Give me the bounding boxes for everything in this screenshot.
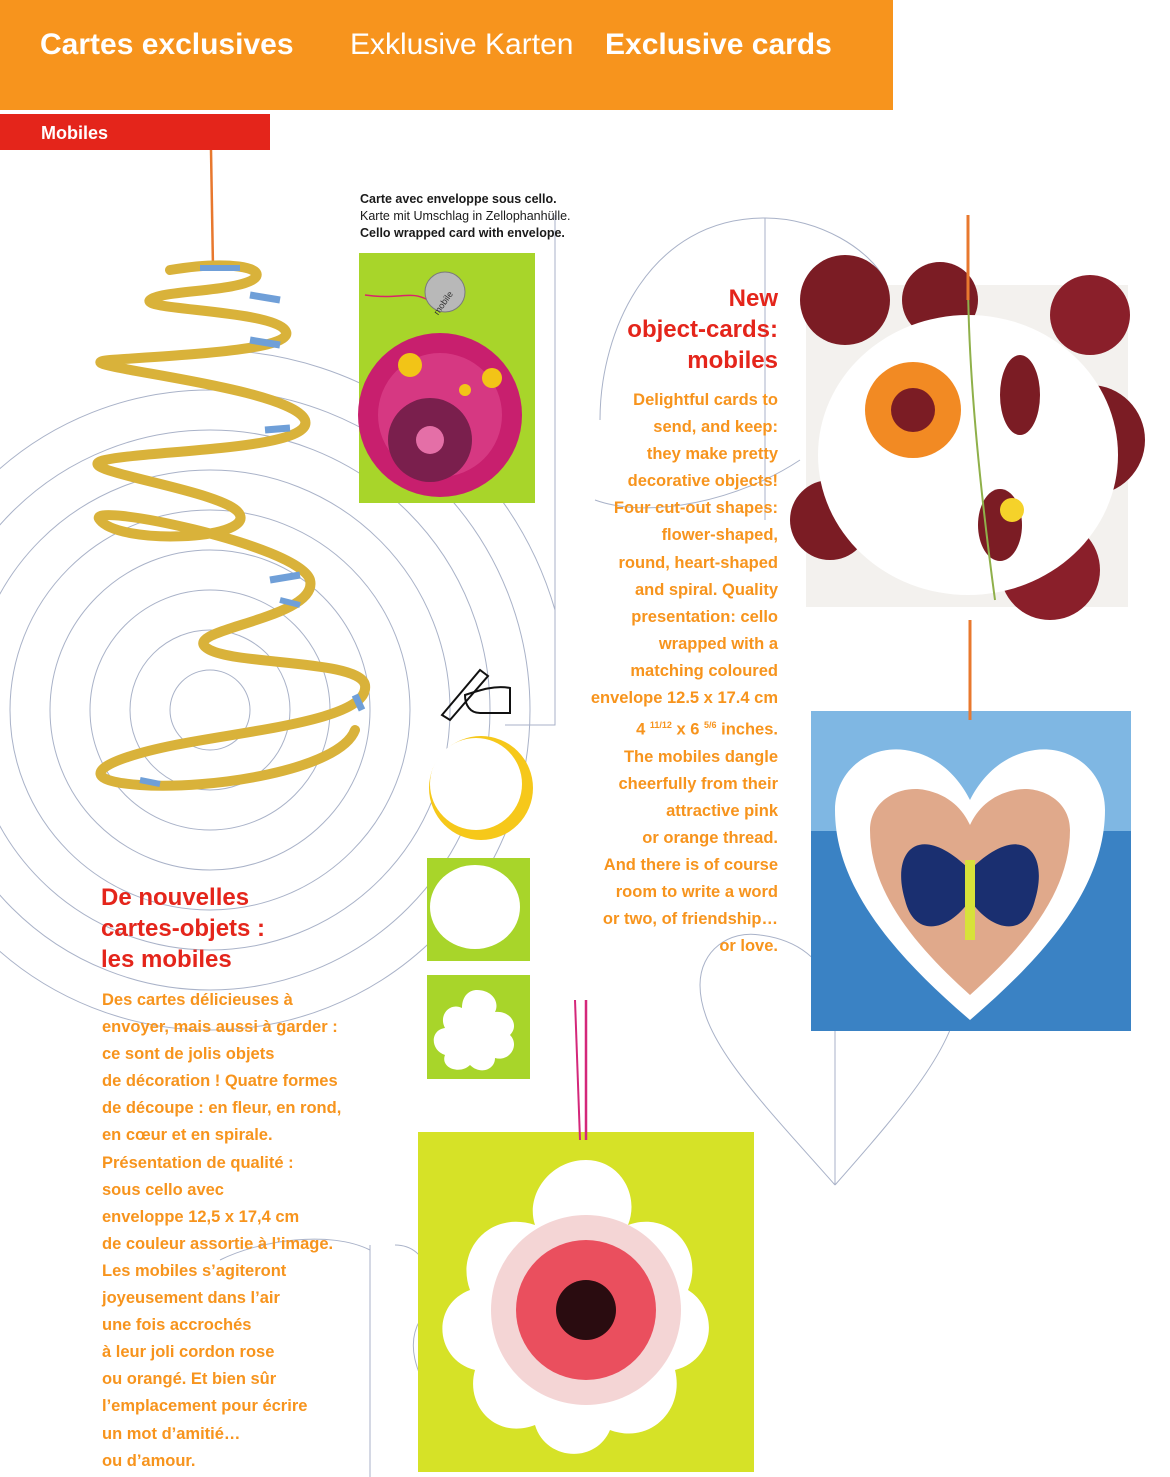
french-body-line: l’emplacement pour écrire	[102, 1397, 308, 1416]
french-heading-line: cartes-objets :	[101, 915, 266, 942]
french-body-line: un mot d’amitié…	[102, 1424, 241, 1443]
title-french: Cartes exclusives	[40, 28, 294, 61]
flower-shape-swatch	[427, 975, 530, 1079]
french-body-line: ce sont de jolis objets	[102, 1045, 275, 1064]
section-tab-mobiles	[0, 114, 270, 150]
french-body-line: en cœur et en spirale.	[102, 1126, 273, 1145]
english-body-line: cheerfully from their	[618, 774, 778, 793]
french-body-line: enveloppe 12,5 x 17,4 cm	[102, 1207, 300, 1226]
english-body	[591, 387, 778, 960]
spiral-mobile-illustration	[97, 150, 365, 786]
english-body-line: flower-shaped,	[661, 526, 778, 545]
french-body-line: ou orangé. Et bien sûr	[102, 1370, 277, 1389]
title-german: Exklusive Karten	[350, 28, 574, 61]
english-body-line: decorative objects!	[627, 472, 778, 491]
english-body-line: or love.	[719, 937, 778, 956]
heart-cutout-photo	[811, 620, 1131, 1031]
english-body-line: Four cut-out shapes:	[613, 499, 778, 518]
french-body-line: ou d’amour.	[102, 1451, 196, 1470]
english-body-line: wrapped with a	[658, 634, 778, 653]
english-body-line: presentation: cello	[631, 607, 778, 626]
french-body-line: envoyer, mais aussi à garder :	[102, 1018, 338, 1037]
french-body-line: une fois accrochés	[102, 1316, 252, 1335]
caption-german: Karte mit Umschlag in Zellophanhülle.	[360, 209, 571, 223]
english-body-line: they make pretty	[646, 445, 778, 464]
card-badge-text: mobile	[431, 289, 455, 317]
french-body-line: de couleur assortie à l’image.	[102, 1234, 334, 1253]
caption-french: Carte avec enveloppe sous cello.	[360, 192, 557, 206]
english-body-line: or two, of friendship…	[602, 910, 778, 929]
header-banner	[0, 0, 893, 110]
english-body-line: matching coloured	[630, 661, 778, 680]
english-size-inches: 4 $^{11/12}$ x 6 $^{5/6}$ inches.	[636, 720, 778, 739]
english-body-line: and spiral. Quality	[634, 580, 778, 599]
english-body-line: attractive pink	[666, 801, 778, 820]
french-body-line: de découpe : en fleur, en rond,	[102, 1099, 342, 1118]
french-body	[102, 987, 341, 1475]
french-body-line: de décoration ! Quatre formes	[102, 1072, 338, 1091]
round-shape-swatch	[429, 736, 533, 840]
french-heading	[101, 882, 265, 975]
english-body-line: And there is of course	[603, 856, 778, 875]
english-body-line: room to write a word	[615, 883, 778, 902]
english-body-line: send, and keep:	[653, 418, 778, 437]
french-heading-line: De nouvelles	[101, 884, 250, 911]
english-body-line: round, heart-shaped	[618, 553, 778, 572]
english-heading-line: mobiles	[687, 347, 778, 374]
english-body-line: envelope 12.5 x 17.4 cm	[590, 689, 778, 708]
english-heading-line: object-cards:	[627, 316, 778, 343]
french-body-line: Les mobiles s’agiteront	[102, 1261, 287, 1280]
french-body-line: Présentation de qualité :	[102, 1153, 294, 1172]
english-body-line: The mobiles dangle	[623, 747, 778, 766]
english-heading	[627, 283, 778, 376]
french-body-line: Des cartes délicieuses à	[102, 991, 293, 1009]
french-body-line: sous cello avec	[102, 1180, 224, 1199]
english-body-line: Delightful cards to	[633, 391, 778, 409]
title-english: Exclusive cards	[605, 28, 832, 61]
writing-hand-icon	[442, 670, 510, 720]
french-heading-line: les mobiles	[101, 946, 232, 973]
english-heading-line: New	[728, 285, 778, 312]
round-cutout-photo	[790, 215, 1145, 620]
english-body-line: or orange thread.	[642, 829, 778, 847]
french-body-line: joyeusement dans l’air	[102, 1289, 280, 1308]
section-tab-label: Mobiles	[41, 123, 109, 143]
caption-english: Cello wrapped card with envelope.	[360, 226, 565, 240]
french-body-line: à leur joli cordon rose	[102, 1343, 275, 1362]
circle-shape-swatch	[427, 858, 530, 961]
